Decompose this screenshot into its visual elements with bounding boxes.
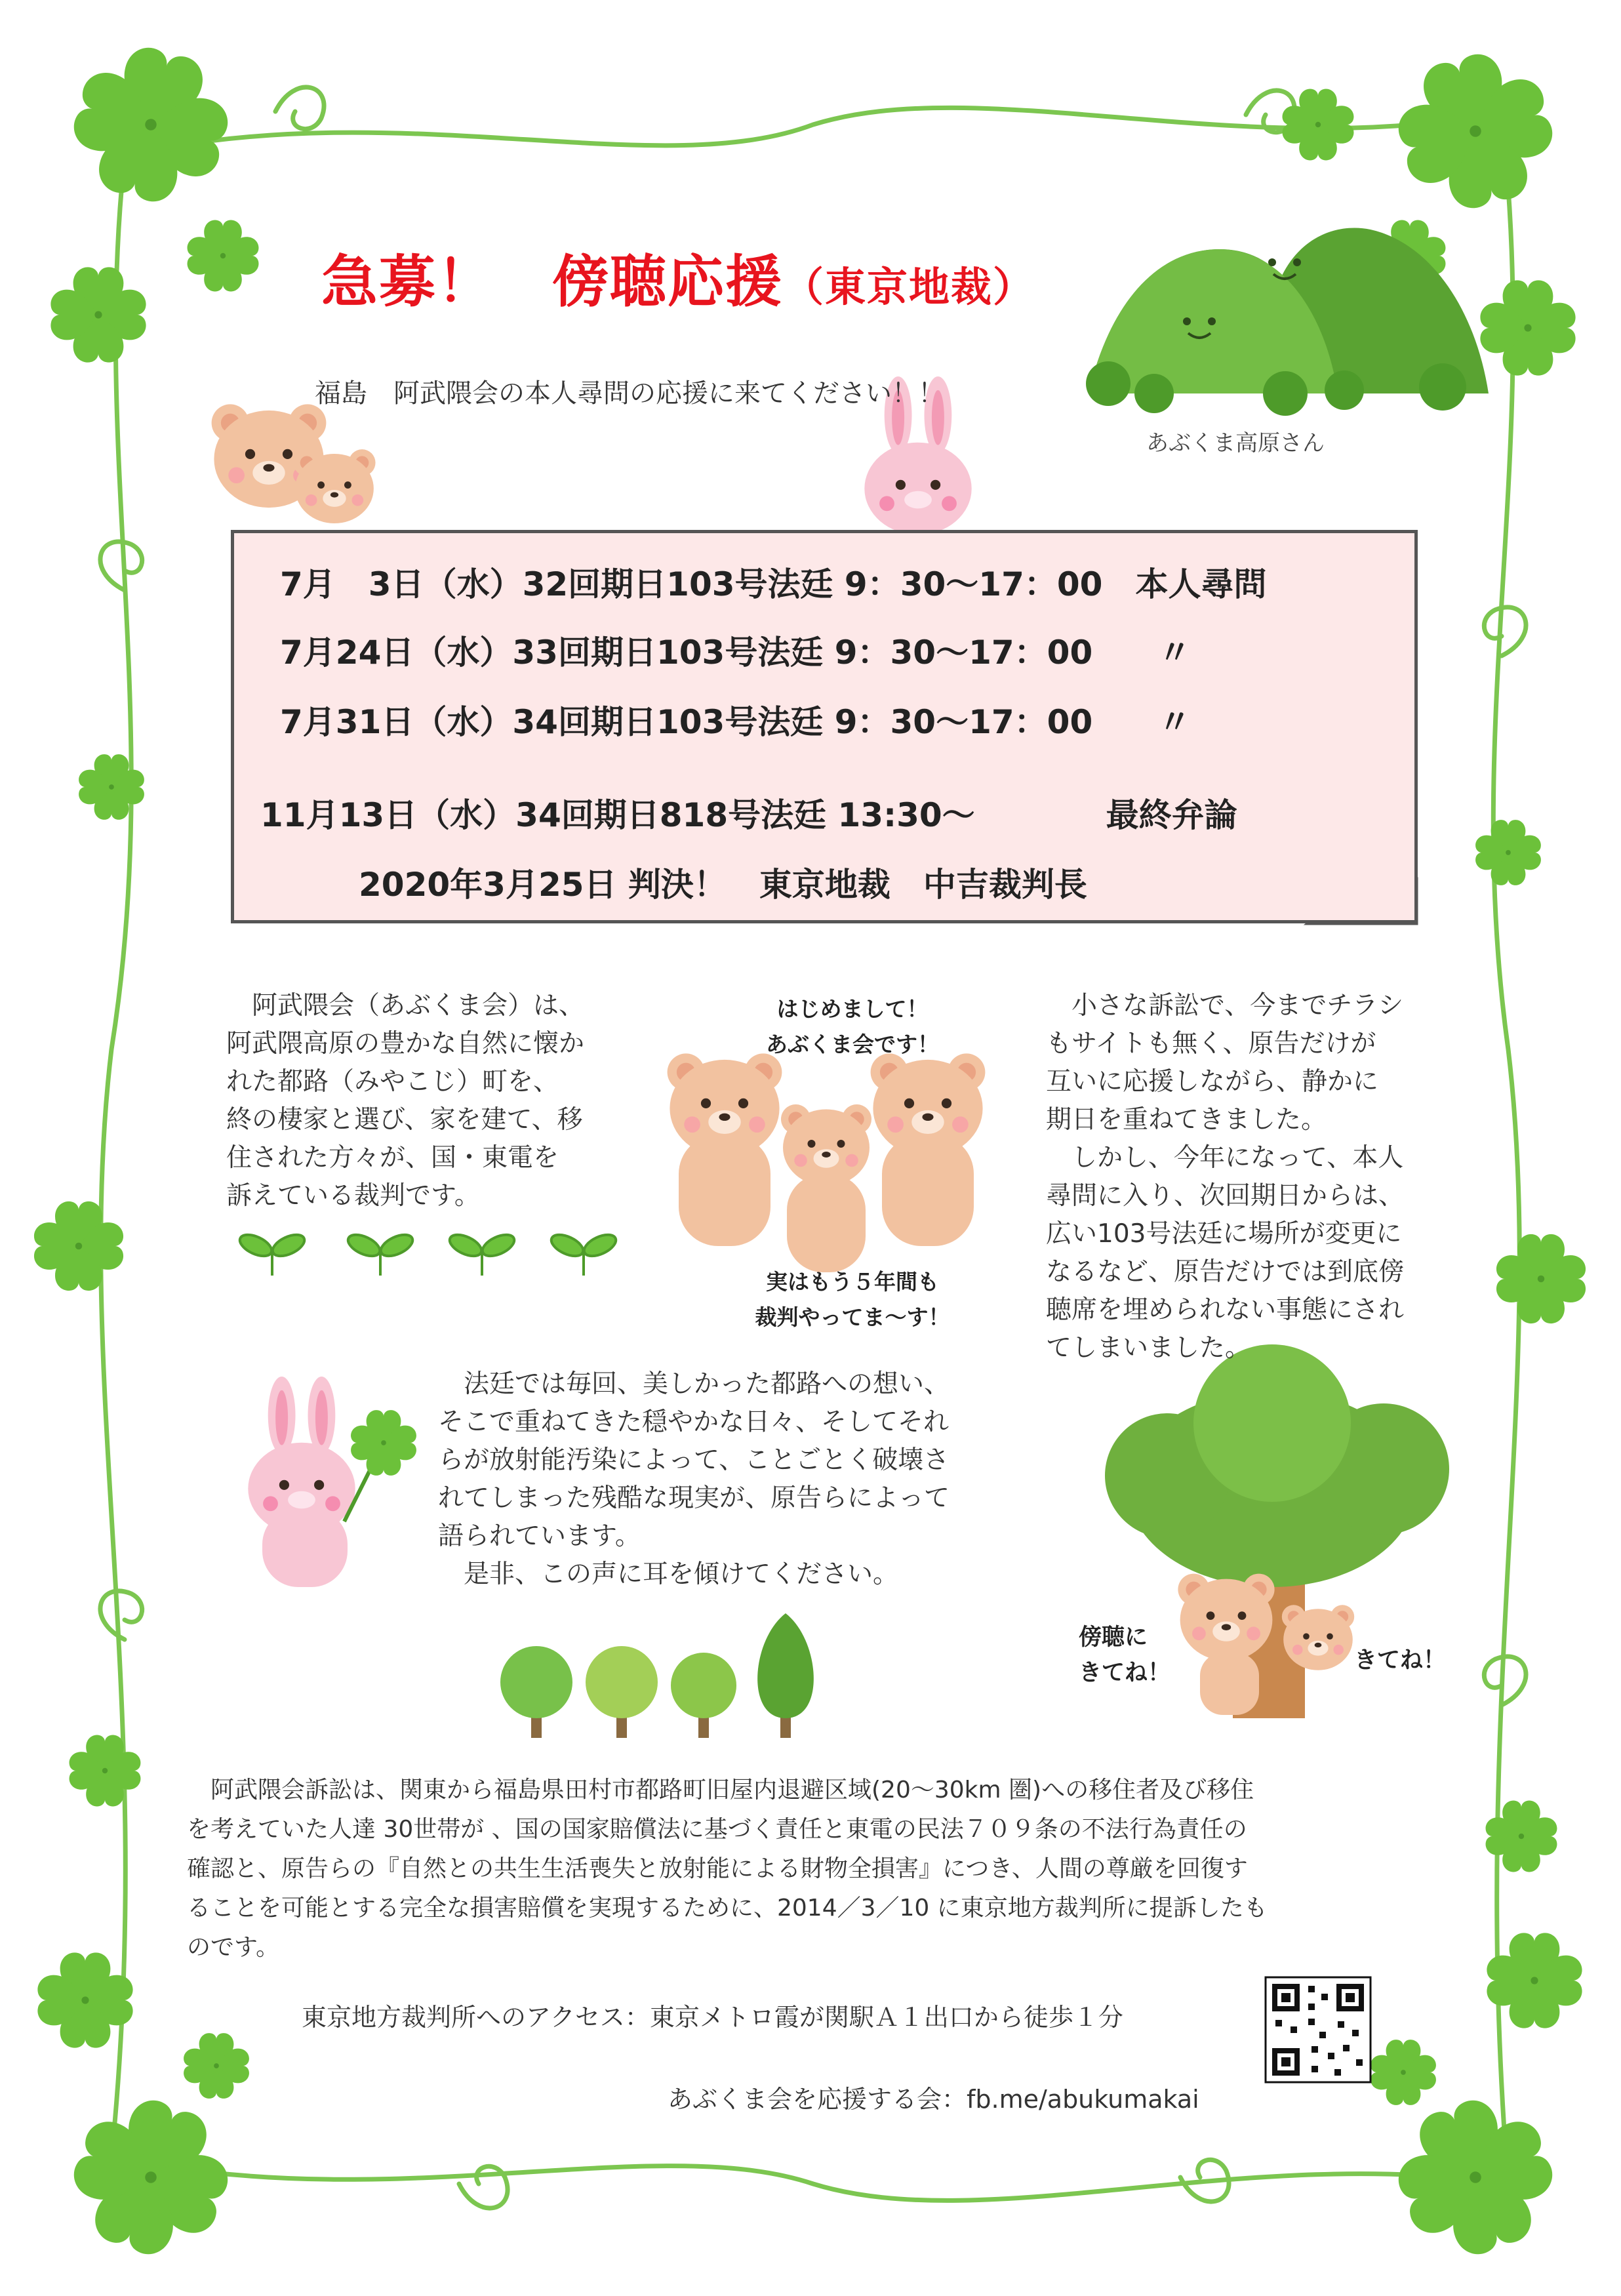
speech-line: 傍聴に [1079, 1624, 1148, 1651]
summary-paragraph [187, 1771, 1433, 1967]
intro-line: 終の棲家と選び、家を建て、移 [226, 1105, 583, 1135]
intro-line: 住された方々が、国・東電を [226, 1143, 559, 1173]
greeting-line: あぶくま会です！ [766, 1032, 939, 1057]
speech-line: きてね！ [1079, 1660, 1171, 1686]
summary-line: のです。 [187, 1934, 280, 1961]
court-paragraph [438, 1365, 1009, 1594]
right-line: しかし、今年になって、本人 [1046, 1143, 1404, 1173]
right-line: てしまいました。 [1046, 1333, 1251, 1363]
intro-line: 阿武隈会（あぶくま会）は、 [226, 991, 585, 1020]
mountain-label: あぶくま高原さん [1146, 430, 1325, 456]
intro-line: れた都路（みやこじ）町を、 [226, 1067, 559, 1097]
right-line: なるなど、原告だけでは到底傍 [1046, 1257, 1405, 1287]
bear-speech-right: きてね！ [1354, 1647, 1447, 1674]
right-line: 広い103号法廷に場所が変更に [1046, 1219, 1402, 1249]
schedule-line: 7月24日（水）33回期日103号法廷 9：30〜17：00 〃 [280, 634, 1191, 672]
schedule-line: 7月 3日（水）32回期日103号法廷 9：30〜17：00 本人尋問 [280, 565, 1267, 603]
summary-line: 阿武隈会訴訟は、関東から福島県田村市都路町旧屋内退避区域(20〜30km 圏)への移住者及び移住 [187, 1777, 1254, 1803]
court-line: れてしまった残酷な現実が、原告らによって [438, 1483, 950, 1513]
verdict-line: 2020年3月25日 判決！ 東京地裁 中吉裁判長 [359, 866, 1087, 904]
court-line: 語られています。 [438, 1521, 641, 1551]
note-line: 実はもう５年間も [766, 1269, 939, 1295]
flyer-title [321, 236, 1035, 317]
schedule-line: 11月13日（水）34回期日818号法廷 13:30〜 最終弁論 [260, 796, 1237, 834]
right-line: 期日を重ねてきました。 [1046, 1105, 1327, 1135]
right-paragraph [1046, 987, 1452, 1367]
right-line: 互いに応援しながら、静かに [1046, 1067, 1379, 1097]
bears-greeting [715, 992, 990, 1062]
qr-code[interactable] [1266, 1977, 1371, 2082]
note-line: 裁判やってま〜す！ [755, 1304, 950, 1330]
intro-line: 訴えている裁判です。 [226, 1181, 480, 1211]
access-info: 東京地方裁判所へのアクセス：東京メトロ霞が関駅Ａ１出口から徒歩１分 [302, 2003, 1123, 2032]
summary-line: 確認と、原告らの『自然との共生生活喪失と放射能による財物全損害』につき、人間の尊厳を回復す [187, 1855, 1248, 1882]
bears-note [715, 1264, 990, 1335]
bear-speech-left [1079, 1620, 1171, 1691]
title-main: 急募！ 傍聴応援 [321, 249, 783, 315]
title-sub: （東京地裁） [783, 263, 1035, 311]
court-line: らが放射能汚染によって、ことごとく破壊さ [438, 1445, 950, 1475]
right-line: もサイトも無く、原告だけが [1046, 1029, 1376, 1058]
intro-paragraph [226, 987, 633, 1215]
court-line: 是非、この声に耳を傾けてください。 [438, 1560, 899, 1589]
intro-line: 阿武隈高原の豊かな自然に懐か [226, 1029, 585, 1058]
summary-line: ることを可能とする完全な損害賠償を実現するために、2014／3／10 に東京地方裁判所に提訴したも [187, 1895, 1268, 1922]
schedule-line: 7月31日（水）34回期日103号法廷 9：30〜17：00 〃 [280, 703, 1191, 741]
schedule-box [231, 530, 1418, 923]
right-line: 小さな訴訟で、今までチラシ [1046, 991, 1404, 1020]
court-line: そこで重ねてきた穏やかな日々、そしてそれ [438, 1407, 950, 1437]
greeting-line: はじめまして！ [776, 996, 929, 1022]
right-line: 尋問に入り、次回期日からは、 [1046, 1181, 1405, 1211]
right-line: 聴席を埋められない事態にされ [1046, 1295, 1405, 1325]
summary-line: を考えていた人達 30世帯が 、国の国家賠償法に基づく責任と東電の民法７０９条の不法行為責任の [187, 1816, 1247, 1843]
court-line: 法廷では毎回、美しかった都路への想い、 [438, 1369, 950, 1399]
subtitle: 福島 阿武隈会の本人尋問の応援に来てください！！ [315, 378, 944, 409]
facebook-link[interactable]: あぶくま会を応援する会：fb.me/abukumakai [668, 2085, 1199, 2114]
